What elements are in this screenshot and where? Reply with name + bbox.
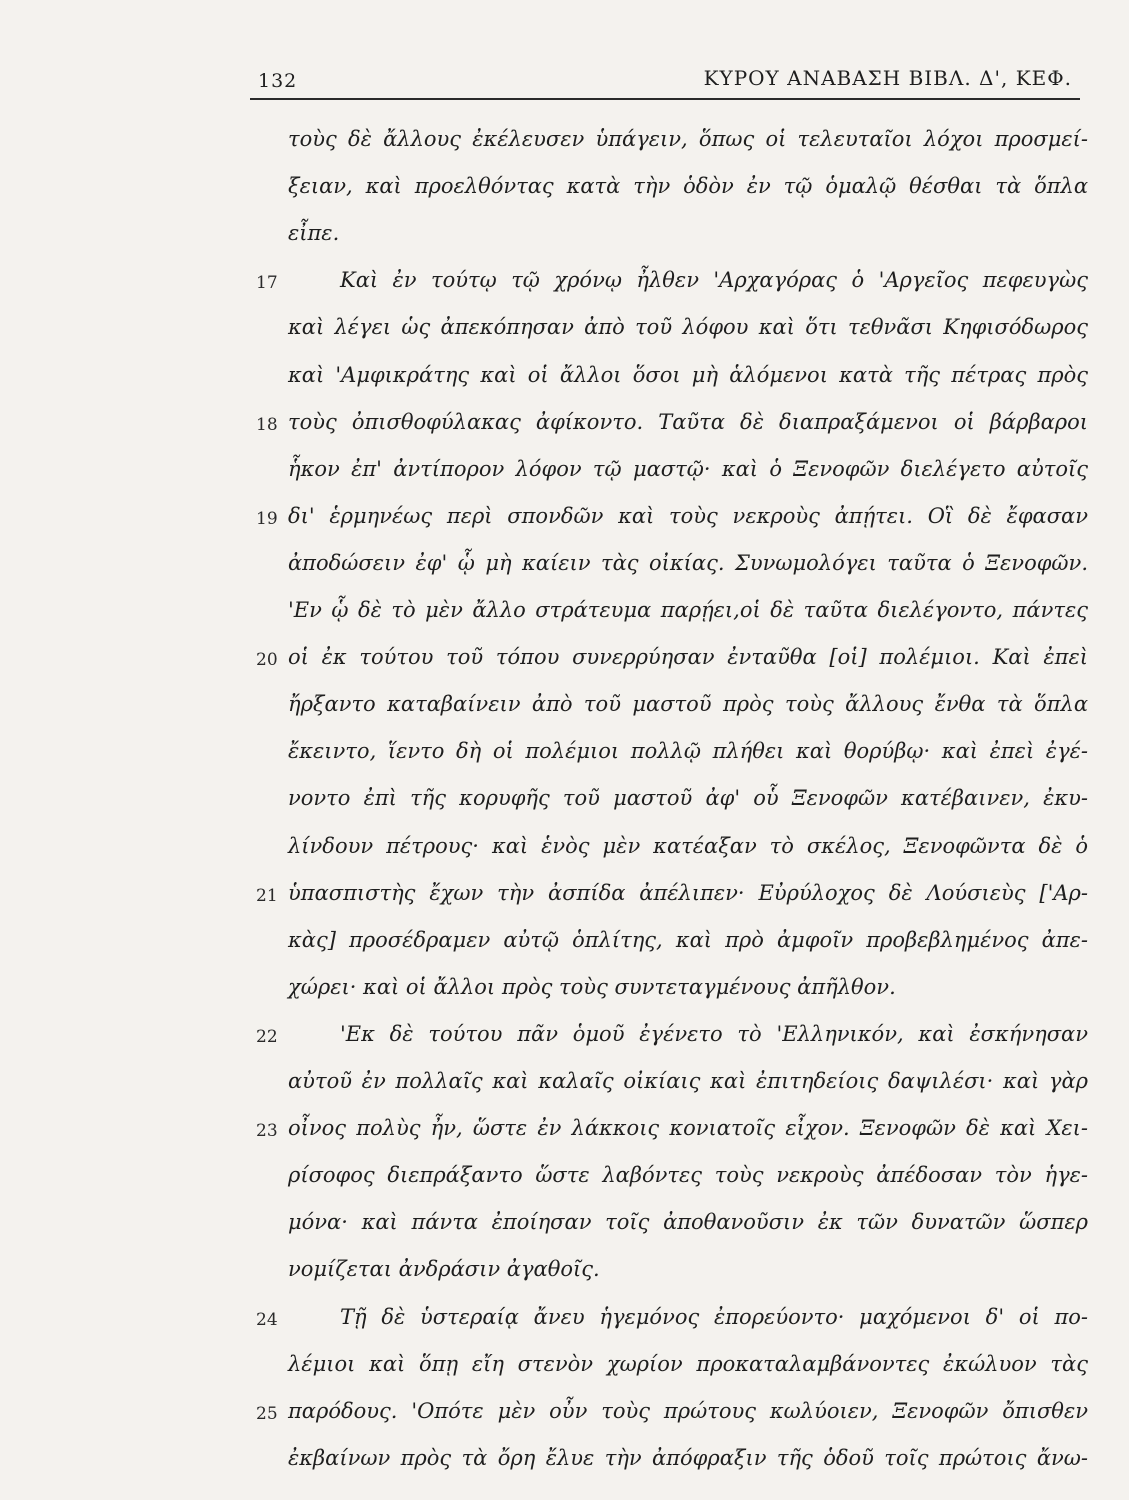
line-text: Τῇ δὲ ὑστεραίᾳ ἄνευ ἡγεμόνος ἐπορεύοντο· μαχόμενοι δ' οἱ πο- <box>340 1304 1088 1329</box>
line-text: καὶ λέγει ὡς ἀπεκόπησαν ἀπὸ τοῦ λόφου καὶ ὅτι τεθνᾶσι Κηφισόδωρος <box>288 315 1088 340</box>
line-text: αὐτοῦ ἐν πολλαῖς καὶ καλαῖς οἰκίαις καὶ ἐπιτηδείοις δαψιλέσι· καὶ γὰρ <box>288 1069 1088 1093</box>
section-number: 23 <box>256 1121 278 1142</box>
text-line <box>0 1248 1129 1294</box>
line-text: χώρει· καὶ οἱ ἄλλοι πρὸς τοὺς συντεταγμένους ἀπῆλθον. <box>288 974 896 999</box>
line-text: μόνα· καὶ πάντα ἐποίησαν τοῖς ἀποθανοῦσιν ἐκ τῶν δυνατῶν ὥσπερ <box>288 1210 1088 1235</box>
text-line <box>0 1013 1129 1059</box>
line-text: νομίζεται ἀνδράσιν ἀγαθοῖς. <box>288 1257 600 1282</box>
line-text: παρόδους. 'Οπότε μὲν οὖν τοὺς πρώτους κωλύοιεν, Ξενοφῶν ὄπισθεν <box>288 1398 1088 1423</box>
section-number: 17 <box>256 273 278 294</box>
text-line <box>0 1296 1129 1342</box>
text-line <box>0 212 1129 258</box>
section-number: 18 <box>256 414 278 435</box>
page-header <box>250 58 1080 100</box>
line-text: λίνδουν πέτρους· καὶ ἑνὸς μὲν κατέαξαν τὸ σκέλος, Ξενοφῶντα δὲ ὁ <box>288 833 1088 858</box>
text-line <box>0 636 1129 682</box>
section-number: 20 <box>256 650 278 671</box>
line-text: δι' ἑρμηνέως περὶ σπονδῶν καὶ τοὺς νεκροὺς ἀπῄτει. Οἳ δὲ ἔφασαν <box>288 503 1088 528</box>
line-text: λέμιοι καὶ ὅπῃ εἴη στενὸν χωρίον προκαταλαμβάνοντες ἐκώλυον τὰς <box>288 1351 1088 1376</box>
line-text: οἱ ἐκ τούτου τοῦ τόπου συνερρύησαν ἐνταῦθα [οἱ] πολέμιοι. Καὶ ἐπεὶ <box>288 645 1088 670</box>
text-line <box>0 730 1129 776</box>
line-text: ρίσοφος διεπράξαντο ὥστε λαβόντες τοὺς νεκροὺς ἀπέδοσαν τὸν ἡγε- <box>288 1163 1088 1188</box>
line-text: τοὺς ὀπισθοφύλακας ἀφίκοντο. Ταῦτα δὲ διαπραξάμενοι οἱ βάρβαροι <box>288 409 1088 434</box>
line-text: τοὺς δὲ ἄλλους ἐκέλευσεν ὑπάγειν, ὅπως οἱ τελευταῖοι λόχοι προσμεί- <box>288 127 1088 151</box>
section-number: 21 <box>256 885 278 906</box>
text-line <box>0 542 1129 588</box>
text-line <box>0 1201 1129 1247</box>
text-line <box>0 448 1129 494</box>
text-line <box>0 777 1129 823</box>
line-text: νοντο ἐπὶ τῆς κορυφῆς τοῦ μαστοῦ ἀφ' οὗ Ξενοφῶν κατέβαινεν, ἐκυ- <box>288 786 1088 811</box>
text-line <box>0 966 1129 1012</box>
text-line <box>0 165 1129 211</box>
page-number: 132 <box>258 70 298 92</box>
line-text: ἧκον ἐπ' ἀντίπορον λόφον τῷ μαστῷ· καὶ ὁ Ξενοφῶν διελέγετο αὐτοῖς <box>288 456 1088 481</box>
text-line <box>0 825 1129 871</box>
text-line <box>0 589 1129 635</box>
section-number: 25 <box>256 1403 278 1424</box>
section-number: 19 <box>256 508 278 529</box>
text-line <box>0 354 1129 400</box>
text-line <box>0 1154 1129 1200</box>
line-text: ὑπασπιστὴς ἔχων τὴν ἀσπίδα ἀπέλιπεν· Εὐρύλοχος δὲ Λούσιεὺς ['Αρ- <box>288 880 1088 905</box>
section-number: 22 <box>256 1026 278 1047</box>
text-line <box>0 919 1129 965</box>
section-number: 24 <box>256 1309 278 1330</box>
text-line <box>0 872 1129 918</box>
line-text: Καὶ ἐν τούτῳ τῷ χρόνῳ ἦλθεν 'Αρχαγόρας ὁ 'Αργεῖος πεφευγὼς <box>340 268 1088 293</box>
text-line <box>0 1107 1129 1153</box>
line-text: ἤρξαντο καταβαίνειν ἀπὸ τοῦ μαστοῦ πρὸς τοὺς ἄλλους ἔνθα τὰ ὅπλα <box>288 692 1088 717</box>
text-line <box>0 118 1129 164</box>
running-title: ΚΥΡΟΥ ΑΝΑΒΑΣΗ ΒΙΒΛ. Δ', ΚΕΦ. <box>703 66 1072 90</box>
text-line <box>0 1060 1129 1106</box>
line-text: 'Εν ᾧ δὲ τὸ μὲν ἄλλο στράτευμα παρῄει,οἱ δὲ ταῦτα διελέγοντο, πάντες <box>288 598 1088 622</box>
line-text: 'Εκ δὲ τούτου πᾶν ὁμοῦ ἐγένετο τὸ 'Ελληνικόν, καὶ ἐσκήνησαν <box>340 1021 1088 1046</box>
line-text: ἀποδώσειν ἐφ' ᾧ μὴ καίειν τὰς οἰκίας. Συνωμολόγει ταῦτα ὁ Ξενοφῶν. <box>288 550 1088 575</box>
line-text: ἐκβαίνων πρὸς τὰ ὄρη ἔλυε τὴν ἀπόφραξιν τῆς ὁδοῦ τοῖς πρώτοις ἄνω- <box>288 1445 1088 1470</box>
text-line <box>0 306 1129 352</box>
text-line <box>0 495 1129 541</box>
line-text: οἶνος πολὺς ἦν, ὥστε ἐν λάκκοις κονιατοῖς εἶχον. Ξενοφῶν δὲ καὶ Χει- <box>288 1116 1088 1141</box>
text-line <box>0 1343 1129 1389</box>
text-line <box>0 401 1129 447</box>
line-text: ξειαν, καὶ προελθόντας κατὰ τὴν ὁδὸν ἐν τῷ ὁμαλῷ θέσθαι τὰ ὅπλα <box>288 174 1088 199</box>
text-line <box>0 1390 1129 1436</box>
line-text: ἔκειντο, ἵεντο δὴ οἱ πολέμιοι πολλῷ πλήθει καὶ θορύβῳ· καὶ ἐπεὶ ἐγέ- <box>288 739 1088 764</box>
text-line <box>0 1437 1129 1483</box>
line-text: καὶ 'Αμφικράτης καὶ οἱ ἄλλοι ὅσοι μὴ ἁλόμενοι κατὰ τῆς πέτρας πρὸς <box>288 362 1088 387</box>
text-line <box>0 683 1129 729</box>
line-text: εἶπε. <box>288 221 340 246</box>
line-text: κὰς] προσέδραμεν αὐτῷ ὁπλίτης, καὶ πρὸ ἀμφοῖν προβεβλημένος ἀπε- <box>288 927 1088 952</box>
text-line <box>0 259 1129 305</box>
